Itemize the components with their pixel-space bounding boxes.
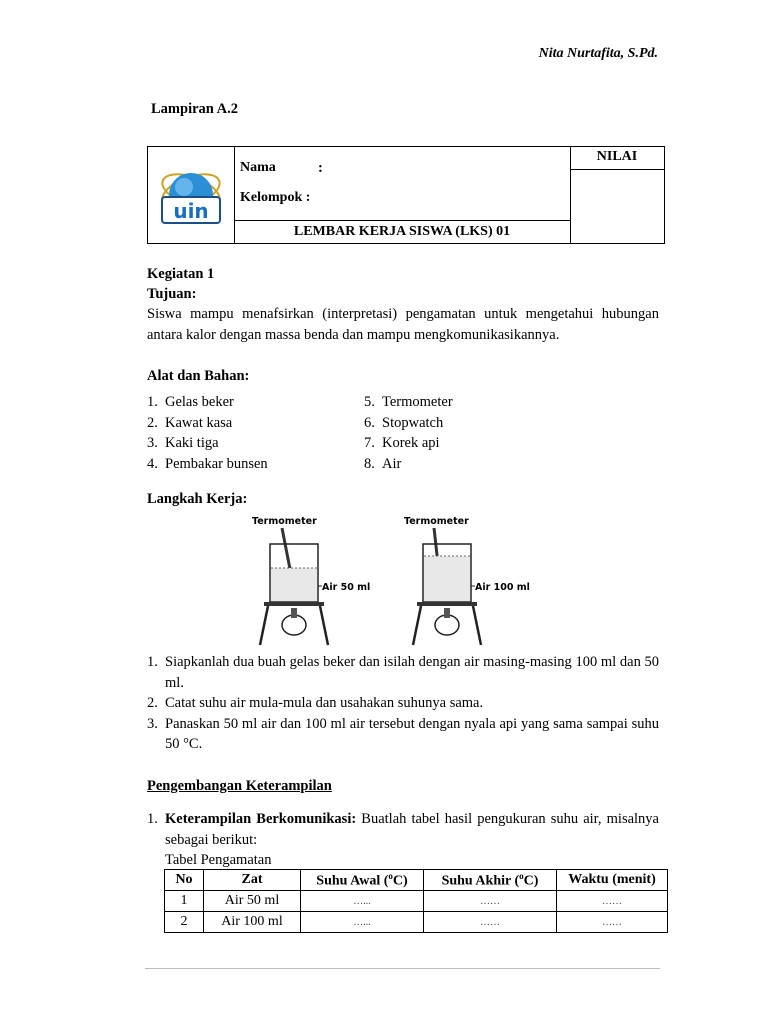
cell: 2	[165, 912, 204, 933]
appendix-label: Lampiran A.2	[151, 101, 239, 117]
author-name: Nita Nurtafita, S.Pd.	[538, 46, 658, 61]
svg-text:Air 50 ml: Air 50 ml	[322, 582, 371, 593]
col-waktu: Waktu (menit)	[557, 870, 668, 891]
list-item: 5. Termometer	[364, 394, 453, 410]
apparatus-right	[404, 516, 530, 645]
steps-heading: Langkah Kerja:	[147, 491, 248, 507]
goal-heading: Tujuan:	[147, 286, 197, 302]
list-item: 1. Gelas beker	[147, 394, 234, 410]
col-suhu-awal: Suhu Awal ($^o$C)	[301, 870, 424, 891]
col-zat: Zat	[204, 870, 301, 891]
cell: 1	[165, 891, 204, 912]
list-item: 4. Pembakar bunsen	[147, 455, 268, 472]
list-item: 7. Korek api	[364, 435, 440, 451]
table-row	[165, 891, 668, 912]
list-item: 3. Kaki tiga	[147, 435, 219, 451]
cell: Air 50 ml	[204, 891, 301, 912]
logo-cell	[148, 147, 235, 243]
col-suhu-akhir: Suhu Akhir ($^o$C)	[424, 870, 557, 891]
svg-text:uin: uin	[173, 199, 209, 223]
cell: …...	[301, 912, 424, 933]
cell: ……	[424, 912, 557, 933]
col-no: No	[165, 870, 204, 891]
table-caption: Tabel Pengamatan	[165, 852, 272, 868]
list-item: 1. Keterampilan Berkomunikasi: Buatlah tabel hasil pengukuran suhu air, misalnya sebagai berikut:	[147, 811, 659, 848]
cell: Air 100 ml	[204, 912, 301, 933]
list-item: 2. Catat suhu air mula-mula dan usahakan suhunya sama.	[147, 695, 484, 711]
cell: ……	[557, 891, 668, 912]
goal-text: Siswa mampu menafsirkan (interpretasi) pengamatan untuk mengetahui hubungan antara kalor dengan massa benda dan mampu mengkomunikasikannya.	[147, 306, 659, 343]
table-header-row	[165, 870, 668, 891]
worksheet-header	[147, 146, 665, 244]
activity-title: Kegiatan 1	[147, 266, 215, 282]
observation-table	[164, 869, 668, 933]
materials-heading: Alat dan Bahan:	[147, 368, 250, 384]
experiment-figure	[240, 510, 540, 650]
list-item: 2. Kawat kasa	[147, 414, 233, 431]
worksheet-title: LEMBAR KERJA SISWA (LKS) 01	[234, 220, 570, 243]
materials-list-left	[147, 392, 347, 474]
score-label: NILAI	[570, 147, 664, 170]
skills-list	[147, 809, 659, 850]
nama-label: Nama	[240, 160, 276, 175]
materials-list-right	[364, 392, 564, 474]
kelompok-label: Kelompok :	[240, 190, 311, 205]
svg-text:Termometer: Termometer	[252, 516, 317, 527]
cell: ……	[557, 912, 668, 933]
cell: …...	[301, 891, 424, 912]
list-item: 1. Siapkanlah dua buah gelas beker dan isilah dengan air masing-masing 100 ml dan 50 ml.	[147, 654, 659, 691]
svg-text:Termometer: Termometer	[404, 516, 469, 527]
list-item: 6. Stopwatch	[364, 414, 444, 431]
identity-fields	[234, 147, 571, 243]
nama-colon: :	[318, 160, 323, 176]
apparatus-left	[252, 516, 370, 645]
uin-logo-icon	[148, 147, 234, 243]
footer-divider	[145, 968, 660, 969]
skills-heading: Pengembangan Keterampilan	[147, 778, 332, 794]
table-row	[165, 912, 668, 933]
score-cell	[570, 147, 664, 243]
cell: ……	[424, 891, 557, 912]
list-item: 3. Panaskan 50 ml air dan 100 ml air tersebut dengan nyala api yang sama sampai suhu 50 °C.	[147, 715, 659, 752]
list-item: 8. Air	[364, 455, 402, 472]
steps-list	[147, 652, 659, 755]
svg-text:Air 100 ml: Air 100 ml	[475, 582, 530, 593]
